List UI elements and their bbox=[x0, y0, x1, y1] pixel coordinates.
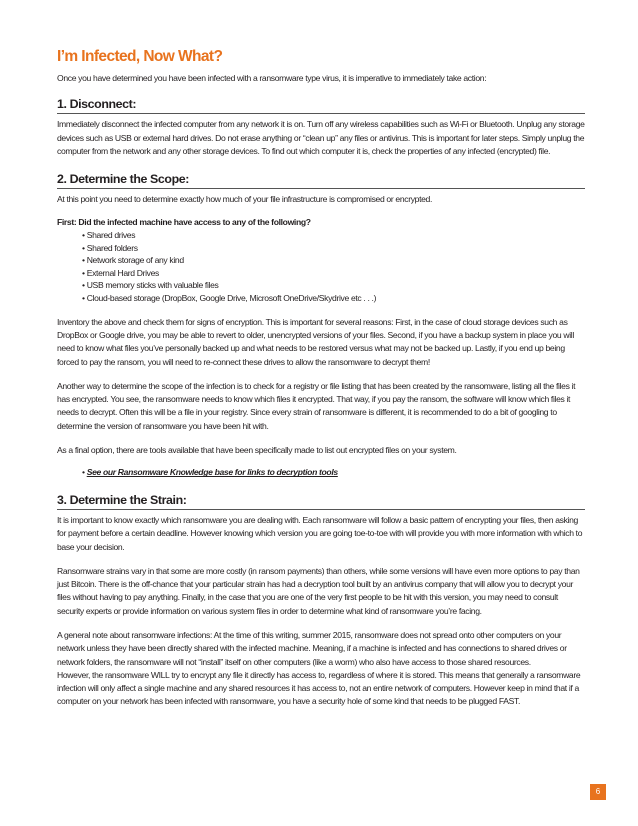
intro-paragraph: Once you have determined you have been infected with a ransomware type virus, it is imperative to immediately take action: bbox=[57, 73, 487, 83]
page-title: I’m Infected, Now What? bbox=[57, 48, 223, 65]
section-2-divider bbox=[57, 188, 585, 189]
list-item: • External Hard Drives bbox=[82, 267, 585, 280]
list-item: • USB memory sticks with valuable files bbox=[82, 279, 585, 292]
section-2-question: First: Did the infected machine have access to any of the following? bbox=[57, 217, 311, 228]
document-page bbox=[57, 48, 585, 709]
section-2-paragraph-1: Inventory the above and check them for signs of encryption. This is important for several reasons: First, in the case of cloud storage devices such as DropBox or Google drive, you may be able to revert to older, unencrypted versions of your files. Second, if you have a backup system in place you will need to know what files you’ve personally backed up and what needs to be restored versus what may not be backed up. Lastly, if you end up being forced to pay the ransom, you will need to re-connect these drives to allow the ransomware to decrypt them! bbox=[57, 316, 574, 367]
section-3-paragraph-1: It is important to know exactly which ransomware you are dealing with. Each ransomware will follow a basic pattern of encrypting your files, then asking for payment before a certain deadline. However knowing which version you are going toe-to-toe with will provide you with more information with which to base your decision. bbox=[57, 514, 583, 552]
section-2-heading: 2. Determine the Scope: bbox=[57, 172, 189, 187]
section-1-divider bbox=[57, 113, 585, 114]
section-3-paragraph-3: A general note about ransomware infections: At the time of this writing, summer 2015, ransomware does not spread onto other computers on your network unless they have been directly shared with the infected machine. Meaning, if a machine is infected and has connections to shared drives or network folders, the ransomware will not “install” itself on other computers (like a worm) who also have access to those shared resources. bbox=[57, 629, 567, 667]
section-3-heading: 3. Determine the Strain: bbox=[57, 492, 187, 507]
section-1-heading: 1. Disconnect: bbox=[57, 97, 137, 112]
list-item: • Shared drives bbox=[82, 229, 585, 242]
section-1-text: Immediately disconnect the infected computer from any network it is on. Turn off any wireless capabilities such as Wi-Fi or Bluetooth. Unplug any storage devices such as USB or external hard drives. Do not erase anything or “clean up” any files or antivirus. This is important for later steps. Simply unplug the computer from the network and any other storage devices. To find out which computer it is, check the properties of any infected (encrypted) file. bbox=[57, 119, 585, 156]
decryption-tools-link[interactable]: See our Ransomware Knowledge base for links to decryption tools bbox=[86, 467, 338, 478]
storage-list bbox=[57, 229, 585, 305]
page-number-badge: 6 bbox=[590, 784, 606, 800]
section-2-paragraph-2: Another way to determine the scope of the infection is to check for a registry or file listing that has been created by the ransomware, listing all the files it has encrypted. You see, the ransomware needs to know which files it encrypted. That way, if you pay the ransom, the software will know which files it needs to decrypt. Often this will be a file in your registry. Since every strain of ransomware is different, it is recommended to do a bit of googling to determine the version of ransomware you have been hit with. bbox=[57, 380, 576, 431]
section-2-paragraph-3: As a final option, there are tools available that have been specifically made to list out encrypted files on your system. bbox=[57, 445, 457, 456]
section-3-paragraph-4: However, the ransomware WILL try to encrypt any file it directly has access to, regardless of where it is stored. This means that generally a ransomware infection will only affect a single machine and any shared resources it has access to, not an entire network of computers. However keep in mind that if a computer on your network has been infected with ransomware, you have a security hole of some kind that needs to be plugged FAST. bbox=[57, 669, 581, 707]
list-item: • Cloud-based storage (DropBox, Google Drive, Microsoft OneDrive/Skydrive etc . . .) bbox=[82, 292, 585, 305]
list-item: • Network storage of any kind bbox=[82, 254, 585, 267]
section-3-paragraph-2: Ransomware strains vary in that some are more costly (in ransom payments) than others, while some versions will have even more options to pay than just Bitcoin. There is the off-chance that your particular strain has had a decryption tool built by an antivirus company that will allow you to decrypt your files without having to pay anything. Finally, in the case that you are one of the very first people to be hit with this version, you may need to consult security experts or provide information on various system files in order to determine what kind of ransomware you’re facing. bbox=[57, 565, 580, 616]
link-list bbox=[57, 466, 585, 479]
list-item: • Shared folders bbox=[82, 242, 585, 255]
section-2-text: At this point you need to determine exactly how much of your file infrastructure is compromised or encrypted. bbox=[57, 194, 433, 205]
list-item bbox=[82, 466, 585, 479]
section-3-divider bbox=[57, 509, 585, 510]
